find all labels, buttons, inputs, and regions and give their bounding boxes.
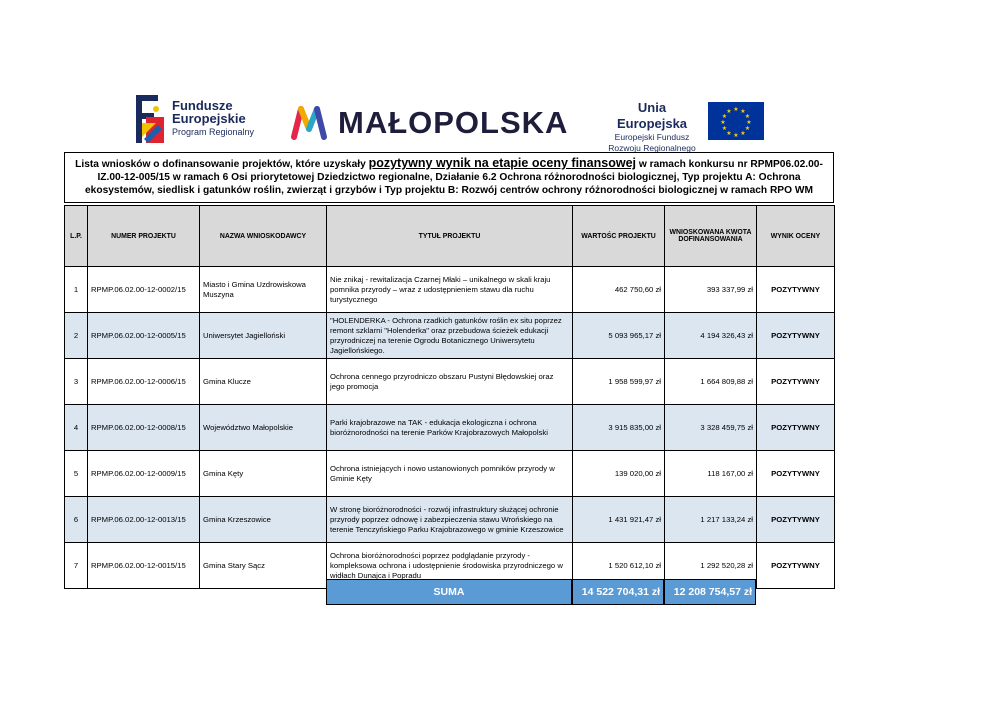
cell-lp: 6 [65, 497, 88, 543]
ue-logo-line3: Rozwoju Regionalnego [608, 143, 696, 153]
cell-kwota: 393 337,99 zł [665, 267, 757, 313]
table-header-row [65, 206, 835, 267]
svg-text:★: ★ [726, 108, 732, 115]
svg-text:★: ★ [720, 119, 726, 126]
cell-wynik: POZYTYWNY [757, 497, 835, 543]
cell-wartosc: 1 520 612,10 zł [573, 543, 665, 589]
cell-wartosc: 1 431 921,47 zł [573, 497, 665, 543]
table-row [65, 359, 835, 405]
cell-wynik: POZYTYWNY [757, 359, 835, 405]
cell-nazwa: Gmina Klucze [200, 359, 327, 405]
table-row [65, 267, 835, 313]
cell-nazwa: Uniwersytet Jagielloński [200, 313, 327, 359]
fe-logo-line3: Program Regionalny [172, 127, 255, 137]
unia-europejska-logo [602, 100, 772, 153]
cell-nazwa: Województwo Małopolskie [200, 405, 327, 451]
header-wynik: WYNIK OCENY [757, 206, 835, 267]
malopolska-wordmark: MAŁOPOLSKA [338, 105, 569, 140]
cell-tytul: Parki krajobrazowe na TAK - edukacja ekologiczna i ochrona bioróżnorodności na terenie Parków Krajobrazowych Małopolski [327, 405, 573, 451]
cell-wynik: POZYTYWNY [757, 451, 835, 497]
header-wartosc: WARTOŚC PROJEKTU [573, 206, 665, 267]
cell-lp: 4 [65, 405, 88, 451]
projects-table [64, 205, 835, 589]
fe-flag-icon [136, 95, 164, 143]
cell-wartosc: 139 020,00 zł [573, 451, 665, 497]
cell-wynik: POZYTYWNY [757, 313, 835, 359]
cell-lp: 1 [65, 267, 88, 313]
cell-nazwa: Gmina Stary Sącz [200, 543, 327, 589]
table-row [65, 405, 835, 451]
table-row [65, 451, 835, 497]
cell-numer: RPMP.06.02.00-12-0006/15 [88, 359, 200, 405]
cell-tytul: Ochrona bioróżnorodności poprzez podglądanie przyrody - kompleksowa ochrona i udostępnienie środowiska przyrodniczego w widłach Dunajca i Popradu [327, 543, 573, 589]
malopolska-logo [290, 103, 580, 143]
cell-numer: RPMP.06.02.00-12-0015/15 [88, 543, 200, 589]
cell-lp: 7 [65, 543, 88, 589]
title-highlight: pozytywny wynik na etapie oceny finansowej [368, 156, 637, 170]
cell-lp: 5 [65, 451, 88, 497]
svg-text:★: ★ [733, 132, 739, 139]
summary-wartosc: 14 522 704,31 zł [572, 579, 664, 605]
summary-kwota: 12 208 754,57 zł [664, 579, 756, 605]
cell-nazwa: Miasto i Gmina Uzdrowiskowa Muszyna [200, 267, 327, 313]
eu-flag-icon [708, 102, 764, 140]
cell-tytul: W stronę bioróżnorodności - rozwój infrastruktury służącej ochronie przyrody poprzez odnowę i zabezpieczenia stawu Wrońskiego na terenie Tenczyńskiego Parku Krajobrazowego w gminie Krzeszowice [327, 497, 573, 543]
svg-text:★: ★ [726, 130, 732, 137]
cell-tytul: Ochrona cennego przyrodniczo obszaru Pustyni Błędowskiej oraz jego promocja [327, 359, 573, 405]
svg-text:★: ★ [721, 125, 728, 132]
summary-label: SUMA [326, 579, 572, 605]
cell-numer: RPMP.06.02.00-12-0005/15 [88, 313, 200, 359]
cell-nazwa: Gmina Kęty [200, 451, 327, 497]
cell-kwota: 3 328 459,75 zł [665, 405, 757, 451]
cell-wartosc: 1 958 599,97 zł [573, 359, 665, 405]
cell-numer: RPMP.06.02.00-12-0002/15 [88, 267, 200, 313]
cell-kwota: 1 664 809,88 zł [665, 359, 757, 405]
cell-numer: RPMP.06.02.00-12-0013/15 [88, 497, 200, 543]
title-part2: w ramach konkursu nr RPMP06.02.00-IZ.00-12-005/15 w ramach 6 Osi priorytetowej Dziedzictwo regionalne, Działanie 6.2 Ochrona różnorodności biologicznej, Typ projektu A: Ochrona ekosystemów, siedlisk i gatunków roślin, zwierząt i grzybów i Typ projektu B: Rozwój centrów ochrony różnorodności biologicznej w ramach RPO WM [85, 159, 823, 196]
svg-text:★: ★ [733, 106, 739, 113]
cell-wartosc: 5 093 965,17 zł [573, 313, 665, 359]
cell-kwota: 1 292 520,28 zł [665, 543, 757, 589]
header-kwota: WNIOSKOWANA KWOTA DOFINANSOWANIA [665, 206, 757, 267]
cell-tytul: Nie znikaj - rewitalizacja Czarnej Młaki – unikalnego w skali kraju pomnika przyrody – wraz z udostępnieniem stawu dla ruchu turystycznego [327, 267, 573, 313]
ue-logo-line2: Europejski Fundusz [614, 132, 690, 142]
cell-tytul: "HOLENDERKA - Ochrona rzadkich gatunków roślin ex situ poprzez remont szklarni "Holenderka" oraz przebudowa ścieżek edukacji przyrodniczej na terenie Ogrodu Botanicznego Uniwersytetu Jagiellońskiego. [327, 313, 573, 359]
title-part1: Lista wniosków o dofinansowanie projektów, które uzyskały [75, 159, 369, 170]
cell-wynik: POZYTYWNY [757, 405, 835, 451]
fundusze-europejskie-logo [136, 95, 286, 145]
fe-logo-line1: Fundusze [172, 98, 233, 113]
header-numer: NUMER PROJEKTU [88, 206, 200, 267]
malopolska-m-icon [290, 103, 336, 141]
summary-row [326, 579, 756, 605]
header-nazwa: NAZWA WNIOSKODAWCY [200, 206, 327, 267]
svg-text:★: ★ [746, 119, 752, 126]
header-lp: L.P. [65, 206, 88, 267]
header-tytul: TYTUŁ PROJEKTU [327, 206, 573, 267]
table-row [65, 497, 835, 543]
cell-kwota: 4 194 326,43 zł [665, 313, 757, 359]
cell-wartosc: 462 750,60 zł [573, 267, 665, 313]
cell-wynik: POZYTYWNY [757, 543, 835, 589]
cell-wartosc: 3 915 835,00 zł [573, 405, 665, 451]
cell-numer: RPMP.06.02.00-12-0009/15 [88, 451, 200, 497]
cell-nazwa: Gmina Krzeszowice [200, 497, 327, 543]
fe-logo-line2: Europejskie [172, 111, 246, 126]
cell-wynik: POZYTYWNY [757, 267, 835, 313]
svg-text:★: ★ [740, 130, 746, 137]
svg-text:★: ★ [740, 108, 746, 115]
table-row [65, 313, 835, 359]
ue-logo-line1: Unia Europejska [616, 100, 688, 131]
svg-text:★: ★ [744, 113, 751, 120]
cell-tytul: Ochrona istniejących i nowo ustanowionych pomników przyrody w Gminie Kęty [327, 451, 573, 497]
svg-text:★: ★ [744, 125, 751, 132]
cell-kwota: 1 217 133,24 zł [665, 497, 757, 543]
cell-lp: 2 [65, 313, 88, 359]
cell-kwota: 118 167,00 zł [665, 451, 757, 497]
svg-text:★: ★ [721, 113, 728, 120]
document-title [64, 152, 834, 203]
cell-lp: 3 [65, 359, 88, 405]
cell-numer: RPMP.06.02.00-12-0008/15 [88, 405, 200, 451]
